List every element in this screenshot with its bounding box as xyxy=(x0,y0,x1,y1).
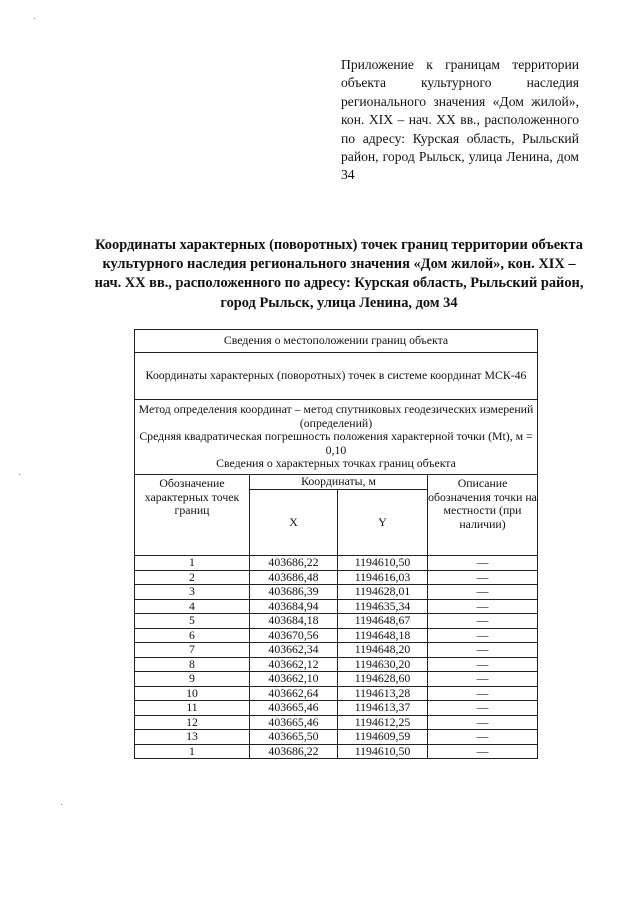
description-cell: — xyxy=(428,701,538,716)
point-number-cell: 5 xyxy=(135,614,250,629)
x-coordinate-cell: 403670,56 xyxy=(250,628,338,643)
table-row xyxy=(135,686,538,701)
point-number-cell: 10 xyxy=(135,686,250,701)
y-coordinate-cell: 1194630,20 xyxy=(338,657,428,672)
description-cell: — xyxy=(428,672,538,687)
table-header-row xyxy=(135,400,538,475)
y-coordinate-cell: 1194613,37 xyxy=(338,701,428,716)
point-number-cell: 2 xyxy=(135,570,250,585)
point-number-cell: 12 xyxy=(135,715,250,730)
y-coordinate-cell: 1194628,60 xyxy=(338,672,428,687)
description-cell: — xyxy=(428,657,538,672)
point-number-cell: 1 xyxy=(135,744,250,759)
x-coordinate-cell: 403665,50 xyxy=(250,730,338,745)
point-number-cell: 11 xyxy=(135,701,250,716)
x-coordinate-cell: 403686,48 xyxy=(250,570,338,585)
table-header-row xyxy=(135,353,538,400)
table-row xyxy=(135,556,538,571)
location-header-cell: Сведения о местоположении границ объекта xyxy=(135,330,538,353)
coordinate-system-cell: Координаты характерных (поворотных) точек в системе координат МСК-46 xyxy=(135,353,538,400)
point-number-cell: 3 xyxy=(135,585,250,600)
description-cell: — xyxy=(428,715,538,730)
x-coordinate-cell: 403686,22 xyxy=(250,744,338,759)
description-cell: — xyxy=(428,556,538,571)
table-row xyxy=(135,585,538,600)
y-coordinate-cell: 1194612,25 xyxy=(338,715,428,730)
table-row xyxy=(135,643,538,658)
description-cell: — xyxy=(428,585,538,600)
point-number-cell: 7 xyxy=(135,643,250,658)
point-number-cell: 8 xyxy=(135,657,250,672)
y-coordinate-cell: 1194610,50 xyxy=(338,556,428,571)
accuracy-text: Средняя квадратическая погрешность положения характерной точки (Mt), м = 0,10 xyxy=(139,429,533,457)
x-coordinate-cell: 403686,39 xyxy=(250,585,338,600)
y-coordinate-cell: 1194613,28 xyxy=(338,686,428,701)
x-coordinate-cell: 403665,46 xyxy=(250,715,338,730)
y-coordinate-cell: 1194616,03 xyxy=(338,570,428,585)
table-row xyxy=(135,701,538,716)
y-coordinate-cell: 1194648,18 xyxy=(338,628,428,643)
point-number-cell: 9 xyxy=(135,672,250,687)
description-cell: — xyxy=(428,614,538,629)
description-cell: — xyxy=(428,730,538,745)
x-coordinate-cell: 403684,18 xyxy=(250,614,338,629)
description-cell: — xyxy=(428,628,538,643)
y-coordinate-cell: 1194610,50 xyxy=(338,744,428,759)
x-coordinate-cell: 403662,64 xyxy=(250,686,338,701)
appendix-note: Приложение к границам территории объекта культурного наследия регионального значения «Дом жилой», кон. XIX – нач. XX вв., расположенного по адресу: Курская область, Рыльский район, город Рыльск, улица Ленина, дом 34 xyxy=(341,57,579,183)
document-title: Координаты характерных (поворотных) точек границ территории объекта культурного наследия регионального значения «Дом жилой», кон. XIX – нач. XX вв., расположенного по адресу: Курская область, Рыльский район, город Рыльск, улица Ленина, дом 34 xyxy=(94,237,584,311)
table-header-row xyxy=(135,330,538,353)
margin-dot: · xyxy=(33,14,37,25)
table-row xyxy=(135,672,538,687)
y-coordinate-cell: 1194648,67 xyxy=(338,614,428,629)
x-coordinate-cell: 403684,94 xyxy=(250,599,338,614)
table-row xyxy=(135,599,538,614)
y-coordinate-cell: 1194635,34 xyxy=(338,599,428,614)
x-coordinate-cell: 403665,46 xyxy=(250,701,338,716)
table-row xyxy=(135,657,538,672)
x-coordinate-cell: 403662,34 xyxy=(250,643,338,658)
column-header-row xyxy=(135,475,538,490)
description-cell: — xyxy=(428,686,538,701)
x-coordinate-cell: 403662,12 xyxy=(250,657,338,672)
point-number-cell: 6 xyxy=(135,628,250,643)
y-coordinate-cell: 1194628,01 xyxy=(338,585,428,600)
table-body xyxy=(135,556,538,759)
designation-column-header: Обозначение характерных точек границ xyxy=(135,475,250,556)
description-cell: — xyxy=(428,744,538,759)
x-coordinate-cell: 403686,22 xyxy=(250,556,338,571)
margin-dot: · xyxy=(60,800,64,811)
method-cell xyxy=(135,400,538,475)
point-number-cell: 4 xyxy=(135,599,250,614)
table-row xyxy=(135,730,538,745)
table-row xyxy=(135,744,538,759)
x-coordinate-cell: 403662,10 xyxy=(250,672,338,687)
table-row xyxy=(135,628,538,643)
point-number-cell: 13 xyxy=(135,730,250,745)
table-row xyxy=(135,614,538,629)
margin-dot: · xyxy=(18,470,22,481)
description-cell: — xyxy=(428,570,538,585)
description-column-header: Описание обозначения точки на местности (при наличии) xyxy=(428,475,538,556)
description-cell: — xyxy=(428,599,538,614)
x-column-header: X xyxy=(250,490,338,556)
y-coordinate-cell: 1194609,59 xyxy=(338,730,428,745)
y-coordinate-cell: 1194648,20 xyxy=(338,643,428,658)
table-row xyxy=(135,715,538,730)
coordinates-table xyxy=(134,329,538,759)
method-text: Метод определения координат – метод спутниковых геодезических измерений (определений) xyxy=(138,402,534,430)
description-cell: — xyxy=(428,643,538,658)
coordinates-column-header: Координаты, м xyxy=(250,475,428,490)
points-info-text: Сведения о характерных точках границ объекта xyxy=(216,456,456,471)
point-number-cell: 1 xyxy=(135,556,250,571)
table-row xyxy=(135,570,538,585)
y-column-header: Y xyxy=(338,490,428,556)
